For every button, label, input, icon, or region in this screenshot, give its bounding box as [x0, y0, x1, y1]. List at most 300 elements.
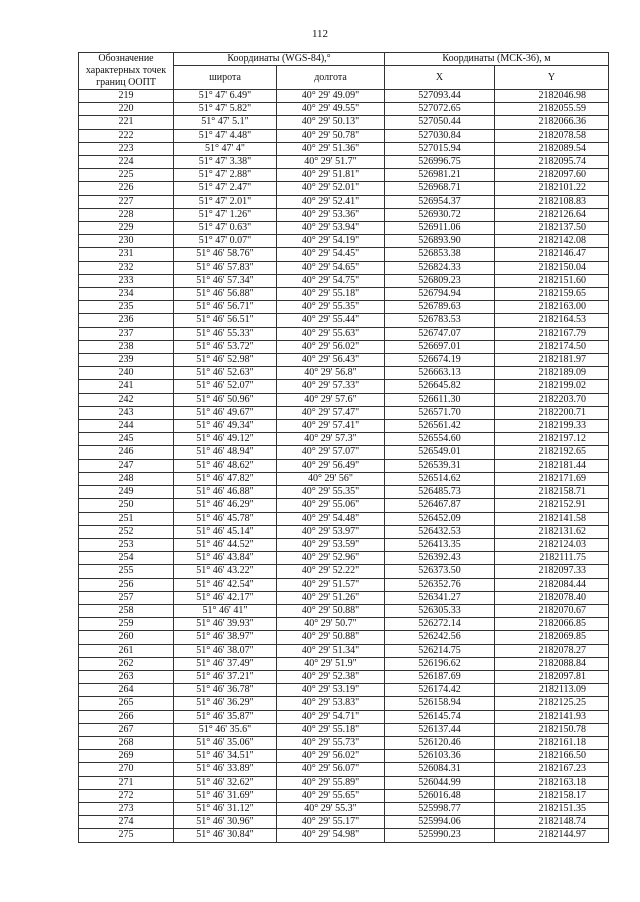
- longitude-cell: 40° 29' 55.65": [277, 789, 385, 802]
- latitude-cell: 51° 46' 35.87": [174, 710, 277, 723]
- latitude-cell: 51° 46' 49.12": [174, 433, 277, 446]
- point-id-cell: 228: [79, 208, 174, 221]
- x-coordinate-cell: 526853.38: [385, 248, 495, 261]
- point-id-cell: 240: [79, 367, 174, 380]
- table-row: [79, 525, 609, 538]
- point-id-cell: 267: [79, 723, 174, 736]
- y-coordinate-cell: 2182200.71: [495, 406, 609, 419]
- latitude-cell: 51° 46' 31.69": [174, 789, 277, 802]
- y-coordinate-cell: 2182144.97: [495, 829, 609, 842]
- x-coordinate-cell: 526413.35: [385, 538, 495, 551]
- table-row: [79, 512, 609, 525]
- table-row: [79, 644, 609, 657]
- latitude-cell: 51° 46' 56.71": [174, 301, 277, 314]
- y-coordinate-cell: 2182131.62: [495, 525, 609, 538]
- x-coordinate-cell: 526697.01: [385, 340, 495, 353]
- table-row: [79, 657, 609, 670]
- y-coordinate-cell: 2182197.12: [495, 433, 609, 446]
- y-coordinate-cell: 2182167.23: [495, 763, 609, 776]
- table-row: [79, 182, 609, 195]
- y-coordinate-cell: 2182158.71: [495, 486, 609, 499]
- latitude-cell: 51° 46' 56.51": [174, 314, 277, 327]
- x-coordinate-cell: 527050.44: [385, 116, 495, 129]
- y-coordinate-cell: 2182148.74: [495, 816, 609, 829]
- x-coordinate-cell: 526645.82: [385, 380, 495, 393]
- longitude-cell: 40° 29' 51.81": [277, 169, 385, 182]
- point-id-cell: 264: [79, 684, 174, 697]
- table-row: [79, 314, 609, 327]
- table-row: [79, 789, 609, 802]
- y-coordinate-cell: 2182108.83: [495, 195, 609, 208]
- point-id-cell: 254: [79, 552, 174, 565]
- point-id-cell: 221: [79, 116, 174, 129]
- y-coordinate-cell: 2182199.33: [495, 420, 609, 433]
- longitude-cell: 40° 29' 56.49": [277, 459, 385, 472]
- x-coordinate-cell: 526145.74: [385, 710, 495, 723]
- longitude-cell: 40° 29' 50.88": [277, 631, 385, 644]
- longitude-cell: 40° 29' 54.75": [277, 274, 385, 287]
- x-coordinate-cell: 526242.56: [385, 631, 495, 644]
- longitude-cell: 40° 29' 57.3": [277, 433, 385, 446]
- latitude-cell: 51° 46' 33.89": [174, 763, 277, 776]
- x-coordinate-cell: 526747.07: [385, 327, 495, 340]
- y-coordinate-cell: 2182192.65: [495, 446, 609, 459]
- table-row: [79, 578, 609, 591]
- x-coordinate-cell: 526549.01: [385, 446, 495, 459]
- y-coordinate-cell: 2182137.50: [495, 222, 609, 235]
- x-coordinate-cell: 525998.77: [385, 802, 495, 815]
- longitude-cell: 40° 29' 52.96": [277, 552, 385, 565]
- table-row: [79, 750, 609, 763]
- table-row: [79, 340, 609, 353]
- point-id-cell: 222: [79, 129, 174, 142]
- y-coordinate-cell: 2182171.69: [495, 472, 609, 485]
- latitude-cell: 51° 47' 1.26": [174, 208, 277, 221]
- table-row: [79, 142, 609, 155]
- longitude-cell: 40° 29' 55.63": [277, 327, 385, 340]
- x-coordinate-cell: 526187.69: [385, 670, 495, 683]
- point-id-cell: 229: [79, 222, 174, 235]
- table-body: [79, 90, 609, 843]
- longitude-cell: 40° 29' 50.88": [277, 604, 385, 617]
- y-coordinate-cell: 2182174.50: [495, 340, 609, 353]
- point-id-cell: 220: [79, 103, 174, 116]
- latitude-cell: 51° 46' 38.07": [174, 644, 277, 657]
- x-coordinate-cell: 526663.13: [385, 367, 495, 380]
- point-id-cell: 235: [79, 301, 174, 314]
- x-coordinate-cell: 526514.62: [385, 472, 495, 485]
- x-coordinate-cell: 526954.37: [385, 195, 495, 208]
- latitude-cell: 51° 46' 45.78": [174, 512, 277, 525]
- point-id-cell: 257: [79, 591, 174, 604]
- table-row: [79, 472, 609, 485]
- x-coordinate-cell: 526824.33: [385, 261, 495, 274]
- point-id-cell: 239: [79, 354, 174, 367]
- longitude-cell: 40° 29' 51.34": [277, 644, 385, 657]
- longitude-cell: 40° 29' 51.36": [277, 142, 385, 155]
- longitude-cell: 40° 29' 56": [277, 472, 385, 485]
- point-id-cell: 260: [79, 631, 174, 644]
- point-id-cell: 258: [79, 604, 174, 617]
- latitude-cell: 51° 47' 0.07": [174, 235, 277, 248]
- table-row: [79, 446, 609, 459]
- y-coordinate-cell: 2182199.02: [495, 380, 609, 393]
- x-coordinate-cell: 526373.50: [385, 565, 495, 578]
- y-coordinate-cell: 2182189.09: [495, 367, 609, 380]
- table-row: [79, 406, 609, 419]
- x-column-header: X: [385, 66, 495, 90]
- point-id-cell: 251: [79, 512, 174, 525]
- table-row: [79, 723, 609, 736]
- point-header-line: границ ООПТ: [96, 77, 156, 88]
- longitude-cell: 40° 29' 53.83": [277, 697, 385, 710]
- point-header-line: Обозначение: [98, 53, 154, 64]
- x-coordinate-cell: 526432.53: [385, 525, 495, 538]
- table-row: [79, 763, 609, 776]
- point-id-cell: 261: [79, 644, 174, 657]
- x-coordinate-cell: 526996.75: [385, 156, 495, 169]
- point-id-cell: 269: [79, 750, 174, 763]
- longitude-cell: 40° 29' 53.19": [277, 684, 385, 697]
- longitude-cell: 40° 29' 52.22": [277, 565, 385, 578]
- table-row: [79, 802, 609, 815]
- latitude-cell: 51° 47' 2.47": [174, 182, 277, 195]
- table-row: [79, 301, 609, 314]
- table-row: [79, 195, 609, 208]
- point-id-cell: 231: [79, 248, 174, 261]
- longitude-cell: 40° 29' 54.98": [277, 829, 385, 842]
- y-coordinate-cell: 2182066.85: [495, 618, 609, 631]
- latitude-cell: 51° 46' 49.67": [174, 406, 277, 419]
- point-id-cell: 230: [79, 235, 174, 248]
- y-coordinate-cell: 2182111.75: [495, 552, 609, 565]
- y-coordinate-cell: 2182159.65: [495, 288, 609, 301]
- x-coordinate-cell: 525990.23: [385, 829, 495, 842]
- x-coordinate-cell: 525994.06: [385, 816, 495, 829]
- msk-group-header: Координаты (МСК-36), м: [385, 53, 609, 66]
- longitude-cell: 40° 29' 53.36": [277, 208, 385, 221]
- longitude-cell: 40° 29' 52.01": [277, 182, 385, 195]
- table-row: [79, 90, 609, 103]
- table-row: [79, 248, 609, 261]
- table-header-row: [79, 53, 609, 66]
- coordinates-table: [78, 52, 609, 843]
- x-coordinate-cell: 526893.90: [385, 235, 495, 248]
- x-coordinate-cell: 526392.43: [385, 552, 495, 565]
- point-column-header: [79, 53, 174, 90]
- table-row: [79, 169, 609, 182]
- point-id-cell: 233: [79, 274, 174, 287]
- point-id-cell: 226: [79, 182, 174, 195]
- point-id-cell: 272: [79, 789, 174, 802]
- longitude-cell: 40° 29' 55.17": [277, 816, 385, 829]
- longitude-cell: 40° 29' 54.45": [277, 248, 385, 261]
- x-coordinate-cell: 526196.62: [385, 657, 495, 670]
- y-coordinate-cell: 2182055.59: [495, 103, 609, 116]
- longitude-cell: 40° 29' 56.02": [277, 750, 385, 763]
- longitude-cell: 40° 29' 49.09": [277, 90, 385, 103]
- y-coordinate-cell: 2182097.81: [495, 670, 609, 683]
- y-coordinate-cell: 2182101.22: [495, 182, 609, 195]
- latitude-cell: 51° 46' 57.83": [174, 261, 277, 274]
- y-coordinate-cell: 2182046.98: [495, 90, 609, 103]
- latitude-cell: 51° 46' 55.33": [174, 327, 277, 340]
- latitude-cell: 51° 46' 58.76": [174, 248, 277, 261]
- table-row: [79, 565, 609, 578]
- x-coordinate-cell: 526352.76: [385, 578, 495, 591]
- point-id-cell: 268: [79, 736, 174, 749]
- latitude-cell: 51° 46' 46.29": [174, 499, 277, 512]
- x-coordinate-cell: 526930.72: [385, 208, 495, 221]
- y-coordinate-cell: 2182078.40: [495, 591, 609, 604]
- point-id-cell: 244: [79, 420, 174, 433]
- table-row: [79, 618, 609, 631]
- longitude-cell: 40° 29' 54.48": [277, 512, 385, 525]
- point-id-cell: 259: [79, 618, 174, 631]
- latitude-cell: 51° 46' 48.94": [174, 446, 277, 459]
- latitude-cell: 51° 46' 43.84": [174, 552, 277, 565]
- table-row: [79, 538, 609, 551]
- x-coordinate-cell: 526783.53: [385, 314, 495, 327]
- table-row: [79, 393, 609, 406]
- x-coordinate-cell: 526911.06: [385, 222, 495, 235]
- table-row: [79, 459, 609, 472]
- table-row: [79, 327, 609, 340]
- latitude-cell: 51° 46' 30.84": [174, 829, 277, 842]
- longitude-cell: 40° 29' 57.41": [277, 420, 385, 433]
- x-coordinate-cell: 526981.21: [385, 169, 495, 182]
- latitude-cell: 51° 46' 35.06": [174, 736, 277, 749]
- table-row: [79, 776, 609, 789]
- latitude-cell: 51° 46' 52.63": [174, 367, 277, 380]
- x-coordinate-cell: 526794.94: [385, 288, 495, 301]
- y-coordinate-cell: 2182151.60: [495, 274, 609, 287]
- x-coordinate-cell: 526158.94: [385, 697, 495, 710]
- y-coordinate-cell: 2182124.03: [495, 538, 609, 551]
- longitude-cell: 40° 29' 52.41": [277, 195, 385, 208]
- latitude-cell: 51° 46' 46.88": [174, 486, 277, 499]
- point-id-cell: 234: [79, 288, 174, 301]
- point-id-cell: 275: [79, 829, 174, 842]
- latitude-cell: 51° 46' 41": [174, 604, 277, 617]
- point-id-cell: 250: [79, 499, 174, 512]
- x-coordinate-cell: 526809.23: [385, 274, 495, 287]
- table-row: [79, 710, 609, 723]
- table-row: [79, 697, 609, 710]
- point-id-cell: 274: [79, 816, 174, 829]
- y-coordinate-cell: 2182164.53: [495, 314, 609, 327]
- latitude-cell: 51° 46' 31.12": [174, 802, 277, 815]
- lat-column-header: широта: [174, 66, 277, 90]
- y-coordinate-cell: 2182069.85: [495, 631, 609, 644]
- y-coordinate-cell: 2182167.79: [495, 327, 609, 340]
- point-id-cell: 246: [79, 446, 174, 459]
- lon-column-header: долгота: [277, 66, 385, 90]
- point-header-line: характерных точек: [85, 65, 167, 76]
- longitude-cell: 40° 29' 52.38": [277, 670, 385, 683]
- y-coordinate-cell: 2182126.64: [495, 208, 609, 221]
- latitude-cell: 51° 46' 48.62": [174, 459, 277, 472]
- x-coordinate-cell: 526611.30: [385, 393, 495, 406]
- latitude-cell: 51° 46' 30.96": [174, 816, 277, 829]
- y-coordinate-cell: 2182151.35: [495, 802, 609, 815]
- y-coordinate-cell: 2182163.00: [495, 301, 609, 314]
- y-coordinate-cell: 2182146.47: [495, 248, 609, 261]
- table-row: [79, 420, 609, 433]
- point-id-cell: 232: [79, 261, 174, 274]
- y-coordinate-cell: 2182113.09: [495, 684, 609, 697]
- latitude-cell: 51° 47' 4": [174, 142, 277, 155]
- table-row: [79, 235, 609, 248]
- x-coordinate-cell: 526571.70: [385, 406, 495, 419]
- y-coordinate-cell: 2182095.74: [495, 156, 609, 169]
- latitude-cell: 51° 46' 38.97": [174, 631, 277, 644]
- longitude-cell: 40° 29' 51.26": [277, 591, 385, 604]
- table-row: [79, 222, 609, 235]
- y-coordinate-cell: 2182078.27: [495, 644, 609, 657]
- table-row: [79, 367, 609, 380]
- longitude-cell: 40° 29' 57.33": [277, 380, 385, 393]
- latitude-cell: 51° 46' 57.34": [174, 274, 277, 287]
- table-row: [79, 631, 609, 644]
- table-row: [79, 380, 609, 393]
- table-row: [79, 829, 609, 842]
- latitude-cell: 51° 47' 2.88": [174, 169, 277, 182]
- point-id-cell: 266: [79, 710, 174, 723]
- longitude-cell: 40° 29' 57.47": [277, 406, 385, 419]
- point-id-cell: 256: [79, 578, 174, 591]
- table-row: [79, 670, 609, 683]
- point-id-cell: 248: [79, 472, 174, 485]
- point-id-cell: 271: [79, 776, 174, 789]
- table-row: [79, 433, 609, 446]
- longitude-cell: 40° 29' 53.97": [277, 525, 385, 538]
- table-row: [79, 604, 609, 617]
- x-coordinate-cell: 526044.99: [385, 776, 495, 789]
- y-coordinate-cell: 2182203.70: [495, 393, 609, 406]
- latitude-cell: 51° 47' 4.48": [174, 129, 277, 142]
- point-id-cell: 227: [79, 195, 174, 208]
- x-coordinate-cell: 526016.48: [385, 789, 495, 802]
- table-row: [79, 591, 609, 604]
- x-coordinate-cell: 526214.75: [385, 644, 495, 657]
- latitude-cell: 51° 46' 50.96": [174, 393, 277, 406]
- latitude-cell: 51° 46' 42.17": [174, 591, 277, 604]
- table-row: [79, 499, 609, 512]
- y-coordinate-cell: 2182097.60: [495, 169, 609, 182]
- y-coordinate-cell: 2182097.33: [495, 565, 609, 578]
- x-coordinate-cell: 527015.94: [385, 142, 495, 155]
- latitude-cell: 51° 46' 52.07": [174, 380, 277, 393]
- point-id-cell: 243: [79, 406, 174, 419]
- x-coordinate-cell: 526561.42: [385, 420, 495, 433]
- y-coordinate-cell: 2182066.36: [495, 116, 609, 129]
- longitude-cell: 40° 29' 51.9": [277, 657, 385, 670]
- point-id-cell: 238: [79, 340, 174, 353]
- latitude-cell: 51° 46' 36.78": [174, 684, 277, 697]
- longitude-cell: 40° 29' 55.73": [277, 736, 385, 749]
- longitude-cell: 40° 29' 54.19": [277, 235, 385, 248]
- table-row: [79, 208, 609, 221]
- longitude-cell: 40° 29' 55.44": [277, 314, 385, 327]
- longitude-cell: 40° 29' 57.07": [277, 446, 385, 459]
- latitude-cell: 51° 46' 36.29": [174, 697, 277, 710]
- point-id-cell: 236: [79, 314, 174, 327]
- y-coordinate-cell: 2182181.97: [495, 354, 609, 367]
- x-coordinate-cell: 526674.19: [385, 354, 495, 367]
- table-row: [79, 129, 609, 142]
- table-row: [79, 156, 609, 169]
- latitude-cell: 51° 46' 45.14": [174, 525, 277, 538]
- point-id-cell: 273: [79, 802, 174, 815]
- longitude-cell: 40° 29' 57.6": [277, 393, 385, 406]
- latitude-cell: 51° 46' 34.51": [174, 750, 277, 763]
- y-coordinate-cell: 2182150.04: [495, 261, 609, 274]
- longitude-cell: 40° 29' 51.57": [277, 578, 385, 591]
- x-coordinate-cell: 526452.09: [385, 512, 495, 525]
- y-coordinate-cell: 2182152.91: [495, 499, 609, 512]
- longitude-cell: 40° 29' 55.3": [277, 802, 385, 815]
- x-coordinate-cell: 526305.33: [385, 604, 495, 617]
- table-row: [79, 274, 609, 287]
- longitude-cell: 40° 29' 49.55": [277, 103, 385, 116]
- latitude-cell: 51° 47' 2.01": [174, 195, 277, 208]
- y-coordinate-cell: 2182141.93: [495, 710, 609, 723]
- y-coordinate-cell: 2182150.78: [495, 723, 609, 736]
- latitude-cell: 51° 46' 32.62": [174, 776, 277, 789]
- table-row: [79, 552, 609, 565]
- table-row: [79, 261, 609, 274]
- longitude-cell: 40° 29' 55.18": [277, 723, 385, 736]
- point-id-cell: 252: [79, 525, 174, 538]
- longitude-cell: 40° 29' 55.89": [277, 776, 385, 789]
- point-id-cell: 225: [79, 169, 174, 182]
- x-coordinate-cell: 526103.36: [385, 750, 495, 763]
- y-coordinate-cell: 2182161.18: [495, 736, 609, 749]
- longitude-cell: 40° 29' 54.65": [277, 261, 385, 274]
- latitude-cell: 51° 47' 3.38": [174, 156, 277, 169]
- longitude-cell: 40° 29' 53.94": [277, 222, 385, 235]
- y-coordinate-cell: 2182125.25: [495, 697, 609, 710]
- point-id-cell: 242: [79, 393, 174, 406]
- point-id-cell: 247: [79, 459, 174, 472]
- longitude-cell: 40° 29' 53.59": [277, 538, 385, 551]
- latitude-cell: 51° 46' 47.82": [174, 472, 277, 485]
- y-coordinate-cell: 2182163.18: [495, 776, 609, 789]
- x-coordinate-cell: 526120.46: [385, 736, 495, 749]
- table-row: [79, 288, 609, 301]
- point-id-cell: 265: [79, 697, 174, 710]
- table-row: [79, 736, 609, 749]
- table-row: [79, 103, 609, 116]
- y-coordinate-cell: 2182141.58: [495, 512, 609, 525]
- y-coordinate-cell: 2182089.54: [495, 142, 609, 155]
- y-coordinate-cell: 2182078.58: [495, 129, 609, 142]
- x-coordinate-cell: 526137.44: [385, 723, 495, 736]
- x-coordinate-cell: 527030.84: [385, 129, 495, 142]
- latitude-cell: 51° 46' 37.21": [174, 670, 277, 683]
- x-coordinate-cell: 526554.60: [385, 433, 495, 446]
- latitude-cell: 51° 46' 53.72": [174, 340, 277, 353]
- x-coordinate-cell: 526467.87: [385, 499, 495, 512]
- y-coordinate-cell: 2182070.67: [495, 604, 609, 617]
- x-coordinate-cell: 526485.73: [385, 486, 495, 499]
- point-id-cell: 241: [79, 380, 174, 393]
- y-coordinate-cell: 2182084.44: [495, 578, 609, 591]
- y-coordinate-cell: 2182181.44: [495, 459, 609, 472]
- longitude-cell: 40° 29' 55.18": [277, 288, 385, 301]
- longitude-cell: 40° 29' 56.8": [277, 367, 385, 380]
